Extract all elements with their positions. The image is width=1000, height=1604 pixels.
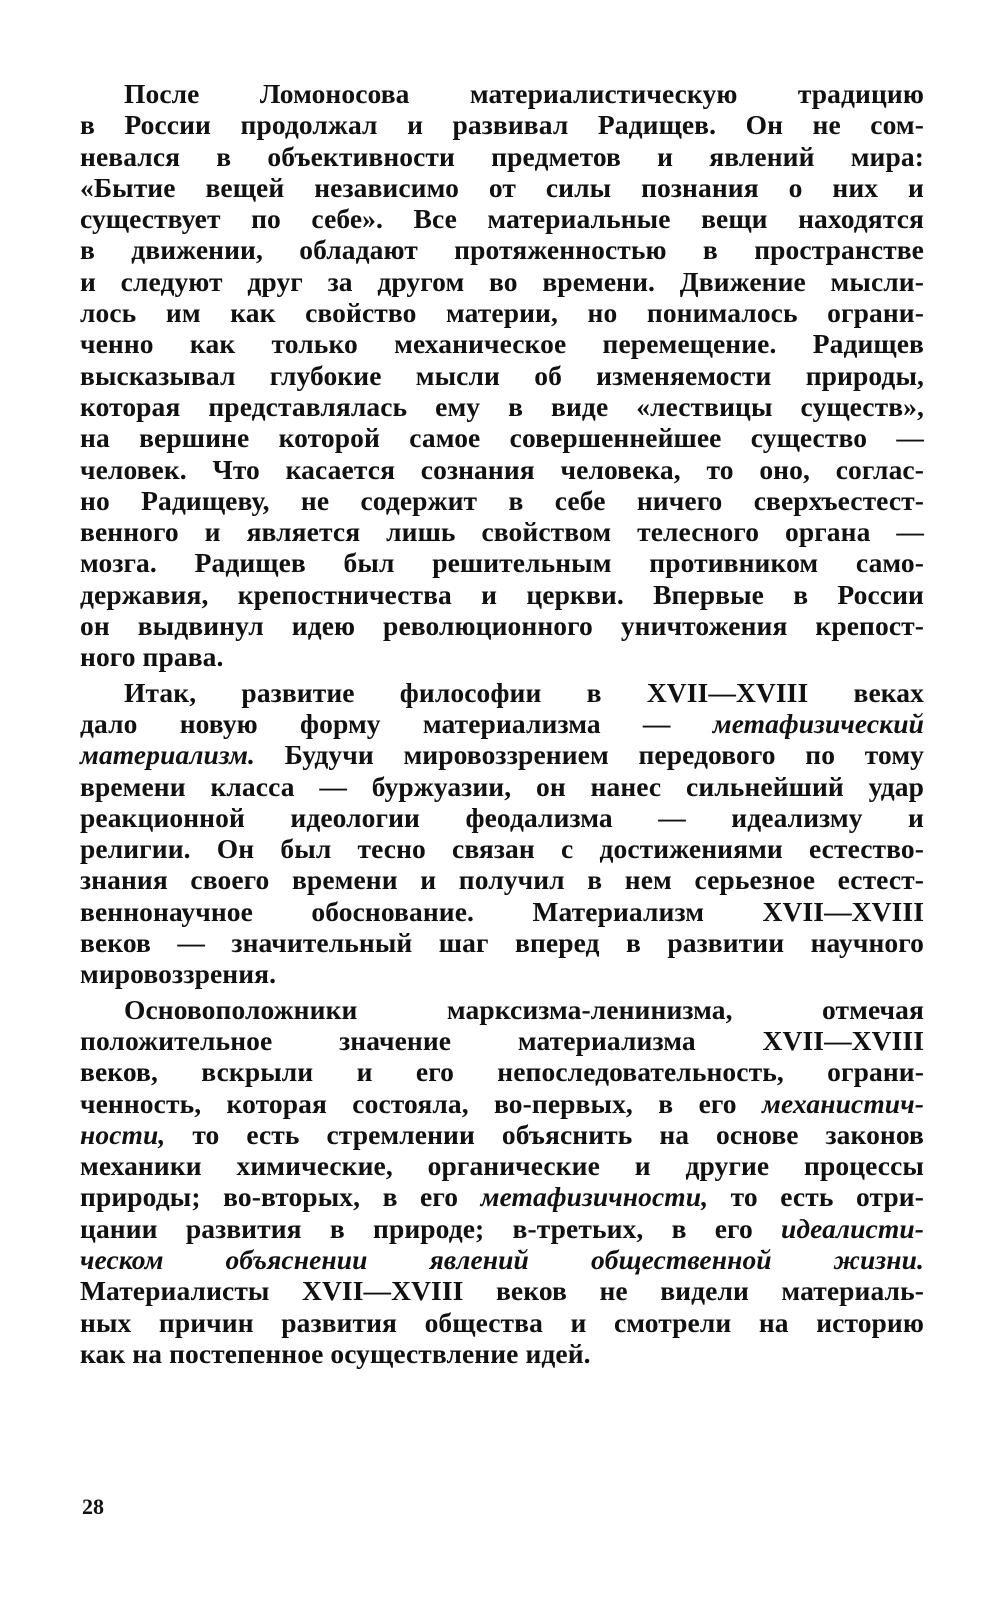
text-segment: и следуют друг за другом во времени. Движение мысли- [80, 265, 924, 297]
text-segment: существует по себе». Все материальные вещи находятся [80, 203, 924, 235]
text-segment: религии. Он был тесно связан с достижениями естество- [80, 833, 924, 865]
paragraph [80, 677, 924, 990]
text-segment: но Радищеву, не содержит в себе ничего сверхъестест- [80, 484, 924, 516]
text-line [80, 234, 924, 265]
text-segment: ных причин развития общества и смотрели на историю [80, 1306, 924, 1338]
text-segment: мозга. Радищев был решительным противником само- [80, 547, 924, 579]
text-line [80, 109, 924, 140]
text-line [80, 1150, 924, 1181]
text-segment: природы; во-вторых, в его [80, 1181, 481, 1213]
text-line [80, 422, 924, 453]
text-segment: то есть отри- [708, 1181, 924, 1213]
italic-term: идеалисти- [781, 1212, 924, 1244]
text-segment: мировоззрения. [80, 958, 277, 990]
text-segment: механики химические, органические и другие процессы [80, 1150, 924, 1182]
page-body [80, 78, 924, 1369]
text-line [80, 266, 924, 297]
text-line [80, 1244, 924, 1275]
text-line [80, 1119, 924, 1150]
text-line [80, 172, 924, 203]
text-line [80, 677, 924, 708]
text-line [80, 1213, 924, 1244]
text-line [80, 708, 924, 739]
text-segment: Итак, развитие философии в XVII—XVIII веках [124, 676, 924, 708]
text-segment: на вершине которой самое совершеннейшее существо — [80, 422, 924, 454]
text-segment: в движении, обладают протяженностью в пространстве [80, 234, 924, 266]
paragraph [80, 994, 924, 1370]
text-segment: невался в объективности предметов и явлений мира: [80, 140, 924, 172]
text-line [80, 610, 924, 641]
text-line [80, 896, 924, 927]
text-line [80, 454, 924, 485]
text-segment: человек. Что касается сознания человека, то оно, соглас- [80, 453, 924, 485]
italic-term: материализм. [80, 739, 255, 771]
text-line [80, 1181, 924, 1212]
text-line [80, 641, 924, 672]
text-segment: веков — значительный шаг вперед в развитии научного [80, 927, 924, 959]
text-line [80, 802, 924, 833]
text-line [80, 739, 924, 770]
text-line [80, 771, 924, 802]
text-line [80, 864, 924, 895]
text-segment: Будучи мировоззрением передового по тому [254, 739, 924, 771]
text-line [80, 994, 924, 1025]
text-line [80, 927, 924, 958]
text-segment: Основоположники марксизма-ленинизма, отмечая [124, 993, 924, 1025]
text-segment: После Ломоносова материалистическую традицию [124, 78, 924, 109]
text-line [80, 78, 924, 109]
text-segment: Материалисты XVII—XVIII веков не видели материаль- [80, 1275, 924, 1307]
text-segment: то есть стремлении объяснить на основе законов [165, 1118, 924, 1150]
text-line [80, 516, 924, 547]
text-segment: времени класса — буржуазии, он нанес сильнейший удар [80, 770, 924, 802]
text-segment: цании развития в природе; в-третьих, в его [80, 1212, 781, 1244]
text-segment: в России продолжал и развивал Радищев. Он не сом- [80, 109, 924, 141]
text-segment: дало новую форму материализма — [80, 707, 713, 739]
text-line [80, 958, 924, 989]
italic-term: ческом объяснении явлений общественной жизни. [80, 1243, 924, 1275]
text-line [80, 141, 924, 172]
text-line [80, 485, 924, 516]
text-segment: которая представлялась ему в виде «лествицы существ», [80, 390, 924, 422]
text-segment: лось им как свойство материи, но понималось ограни- [80, 297, 924, 329]
text-line [80, 1307, 924, 1338]
text-line [80, 1025, 924, 1056]
text-segment: высказывал глубокие мысли об изменяемости природы, [80, 359, 924, 391]
text-segment: веков, вскрыли и его непоследовательность, ограни- [80, 1056, 924, 1088]
text-segment: ченность, которая состояла, во-первых, в его [80, 1087, 763, 1119]
italic-term: механистич- [762, 1087, 924, 1119]
text-segment: веннонаучное обоснование. Материализм XVII—XVIII [80, 895, 924, 927]
text-segment: как на постепенное осуществление идей. [80, 1337, 591, 1369]
text-segment: «Бытие вещей независимо от силы познания о них и [80, 171, 924, 203]
text-line [80, 1275, 924, 1306]
text-segment: ного права. [80, 641, 224, 673]
italic-term: ности, [80, 1118, 166, 1150]
text-line [80, 360, 924, 391]
text-line [80, 1056, 924, 1087]
text-line [80, 297, 924, 328]
italic-term: метафизичности, [480, 1181, 709, 1213]
text-line [80, 203, 924, 234]
text-segment: он выдвинул идею революционного уничтожения крепост- [80, 610, 924, 642]
page-number: 28 [82, 1494, 104, 1519]
text-line [80, 833, 924, 864]
text-line [80, 328, 924, 359]
text-line [80, 547, 924, 578]
text-line [80, 1088, 924, 1119]
text-segment: реакционной идеологии феодализма — идеализму и [80, 801, 924, 833]
text-segment: положительное значение материализма XVII—XVIII [80, 1024, 924, 1056]
text-line [80, 579, 924, 610]
text-segment: ченно как только механическое перемещение. Радищев [80, 328, 924, 360]
text-line [80, 1338, 924, 1369]
paragraph [80, 78, 924, 673]
text-segment: державия, крепостничества и церкви. Впервые в России [80, 578, 924, 610]
italic-term: метафизический [712, 707, 924, 739]
text-line [80, 391, 924, 422]
text-segment: венного и является лишь свойством телесного органа — [80, 516, 924, 548]
text-segment: знания своего времени и получил в нем серьезное естест- [80, 864, 924, 896]
